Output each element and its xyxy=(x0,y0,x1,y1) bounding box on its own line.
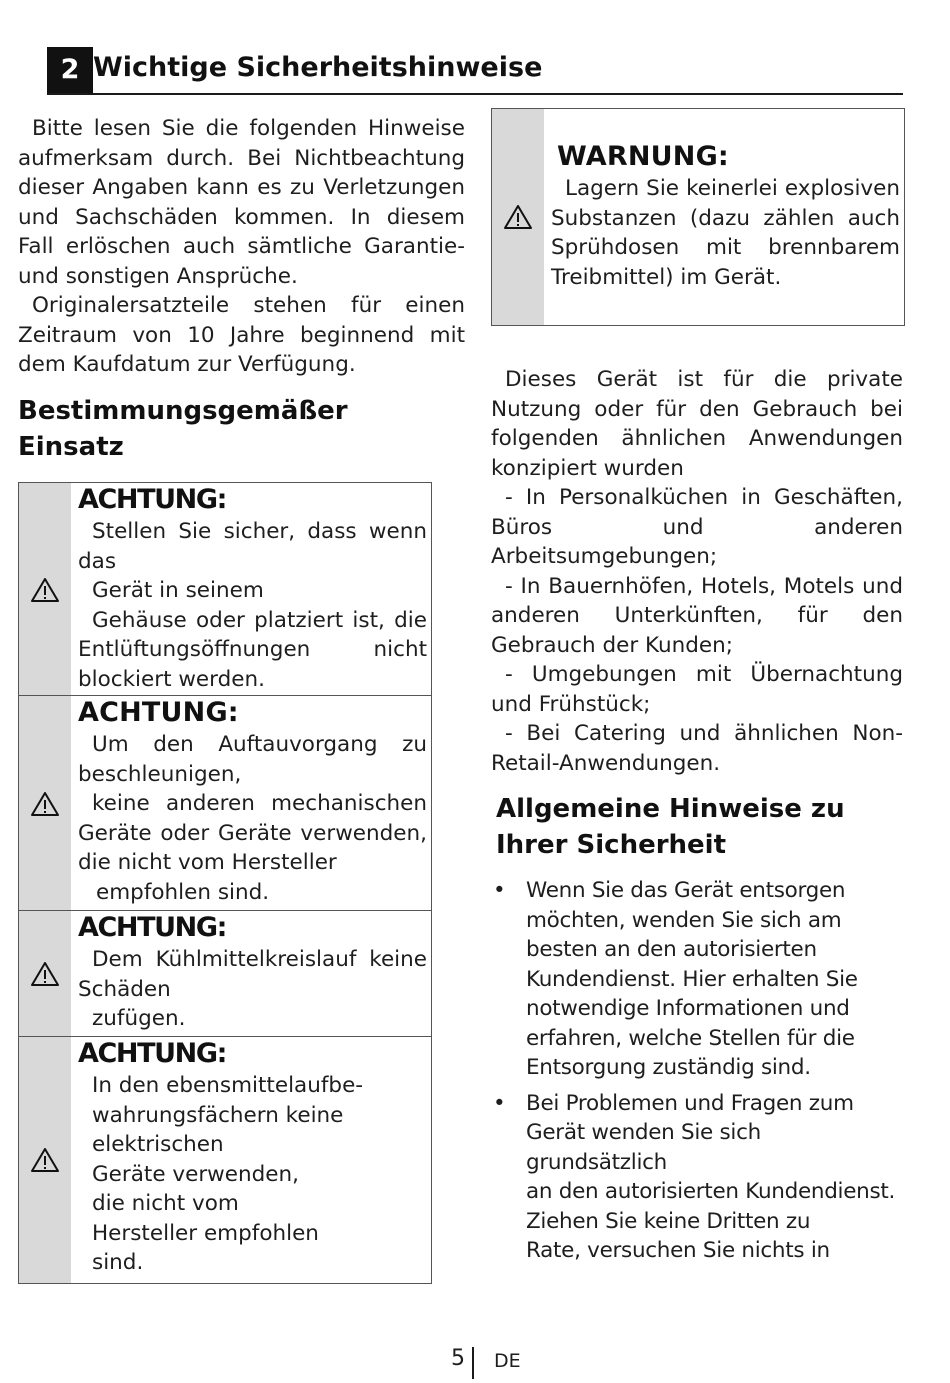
intro-paragraph-1: Bitte lesen Sie die folgenden Hinweise aufmerksam durch. Bei Nichtbeachtung dieser Angaben kann es zu Verletzungen und Sachschäden kommen. In diesem Fall erlöschen auch sämtliche Garantie- und sonstigen Ansprüche. xyxy=(18,116,465,289)
intro-paragraph-2: Originalersatzteile stehen für einen Zeitraum von 10 Jahre beginnend mit dem Kaufdatum zur Verfügung. xyxy=(18,293,465,377)
warning-triangle-icon xyxy=(503,204,533,230)
warning-triangle-icon xyxy=(30,1147,60,1173)
bullet-line: Bei Problemen und Fragen zum xyxy=(526,1090,854,1116)
usage-item: - Bei Catering und ähnlichen Non-Retail-Anwendungen. xyxy=(491,721,903,776)
section-title: Wichtige Sicherheitshinweise xyxy=(93,52,543,83)
usage-item: - In Bauernhöfen, Hotels, Motels und anderen Unterkünften, für den Gebrauch der Kunden; xyxy=(491,573,903,658)
caution-text-line: Gehäuse oder platziert ist, die Entlüftungsöffnungen nicht blockiert werden. xyxy=(78,607,427,692)
intended-use-heading-line-2: Einsatz xyxy=(18,432,124,462)
section-header xyxy=(47,47,903,95)
bullet-line: Rate, versuchen Sie nichts in xyxy=(526,1238,830,1263)
caution-sidebar xyxy=(19,483,71,696)
bullet-marker: • xyxy=(493,878,506,903)
general-heading-line-1: Allgemeine Hinweise zu xyxy=(496,794,845,824)
warning-triangle-icon xyxy=(30,791,60,817)
bullet-line: an den autorisierten Kundendienst. xyxy=(526,1179,896,1204)
caution-text-line: Um den Auftauvorgang zu beschleunigen, xyxy=(78,732,427,787)
bullet-line: besten an den autorisierten xyxy=(526,937,817,962)
intended-use-heading-line-1: Bestimmungsgemäßer xyxy=(18,396,348,426)
general-heading xyxy=(496,791,908,863)
bullet-item xyxy=(491,1089,903,1266)
caution-text-line: Dem Kühlmittelkreislauf keine Schäden xyxy=(78,947,427,1002)
caution-text-line: Stellen Sie sicher, dass wenn das xyxy=(78,519,427,574)
caution-label: ACHTUNG: xyxy=(78,1038,227,1069)
usage-item: - In Personalküchen in Geschäften, Büros und anderen Arbeitsumgebungen; xyxy=(491,485,903,569)
caution-text-line: empfohlen sind. xyxy=(96,879,270,905)
caution-text-line: Hersteller empfohlen xyxy=(92,1220,319,1246)
caution-text-line: zufügen. xyxy=(92,1006,186,1031)
page-number: 5 xyxy=(451,1346,465,1371)
bullet-line: erfahren, welche Stellen für die xyxy=(526,1025,855,1051)
bullet-line: Entsorgung zuständig sind. xyxy=(526,1055,811,1080)
caution-label: ACHTUNG: xyxy=(78,912,227,943)
warning-sidebar xyxy=(492,109,544,325)
language-code: DE xyxy=(494,1350,521,1372)
bullet-line: Wenn Sie das Gerät entsorgen xyxy=(526,878,846,903)
bullet-line: Gerät wenden Sie sich grundsätzlich xyxy=(526,1120,761,1175)
bullet-marker: • xyxy=(493,1090,506,1116)
caution-text-line: Geräte verwenden, xyxy=(92,1161,299,1187)
caution-box-4 xyxy=(18,1036,432,1284)
caution-box-3 xyxy=(18,910,432,1038)
warning-box xyxy=(491,108,905,326)
caution-box-1 xyxy=(18,482,432,697)
caution-label: ACHTUNG: xyxy=(78,484,227,515)
caution-box-2 xyxy=(18,695,432,912)
bullet-line: notwendige Informationen und xyxy=(526,996,850,1021)
caution-text-line: sind. xyxy=(92,1250,144,1275)
caution-text-line: wahrungsfächern keine xyxy=(92,1102,344,1128)
page-footer xyxy=(0,1345,950,1381)
caution-text-line: Gerät in seinem xyxy=(92,578,264,603)
usage-item: - Umgebungen mit Übernachtung und Frühstück; xyxy=(491,662,903,717)
bullet-line: Ziehen Sie keine Dritten zu xyxy=(526,1208,811,1234)
caution-label: ACHTUNG: xyxy=(78,697,239,728)
caution-text-line: In den ebensmittelaufbe- xyxy=(92,1073,364,1098)
warning-triangle-icon xyxy=(30,961,60,987)
caution-sidebar xyxy=(19,696,71,911)
bullet-line: möchten, wenden Sie sich am xyxy=(526,907,842,933)
section-number: 2 xyxy=(47,47,93,93)
caution-sidebar xyxy=(19,911,71,1037)
caution-text-line: keine anderen mechanischen Geräte oder Geräte verwenden, die nicht vom Hersteller xyxy=(78,791,427,875)
warning-triangle-icon xyxy=(30,577,60,603)
caution-text-line: elektrischen xyxy=(92,1132,224,1157)
bullet-item xyxy=(491,876,903,1083)
warning-label: WARNUNG: xyxy=(557,141,729,172)
caution-sidebar xyxy=(19,1037,71,1283)
footer-divider xyxy=(472,1347,474,1379)
usage-intro: Dieses Gerät ist für die private Nutzung oder für den Gebrauch bei folgenden ähnlichen Anwendungen konzipiert wurden xyxy=(491,367,903,481)
intended-use-heading xyxy=(18,393,465,465)
general-bullets xyxy=(491,876,903,1272)
intro-section xyxy=(18,114,465,380)
general-heading-line-2: Ihrer Sicherheit xyxy=(496,830,727,860)
warning-text: Lagern Sie keinerlei explosiven Substanzen (dazu zählen auch Sprühdosen mit brennbarem Treibmittel) im Gerät. xyxy=(551,176,900,290)
usage-section xyxy=(491,365,903,778)
caution-text-line: die nicht vom xyxy=(92,1191,239,1216)
bullet-line: Kundendienst. Hier erhalten Sie xyxy=(526,966,858,992)
